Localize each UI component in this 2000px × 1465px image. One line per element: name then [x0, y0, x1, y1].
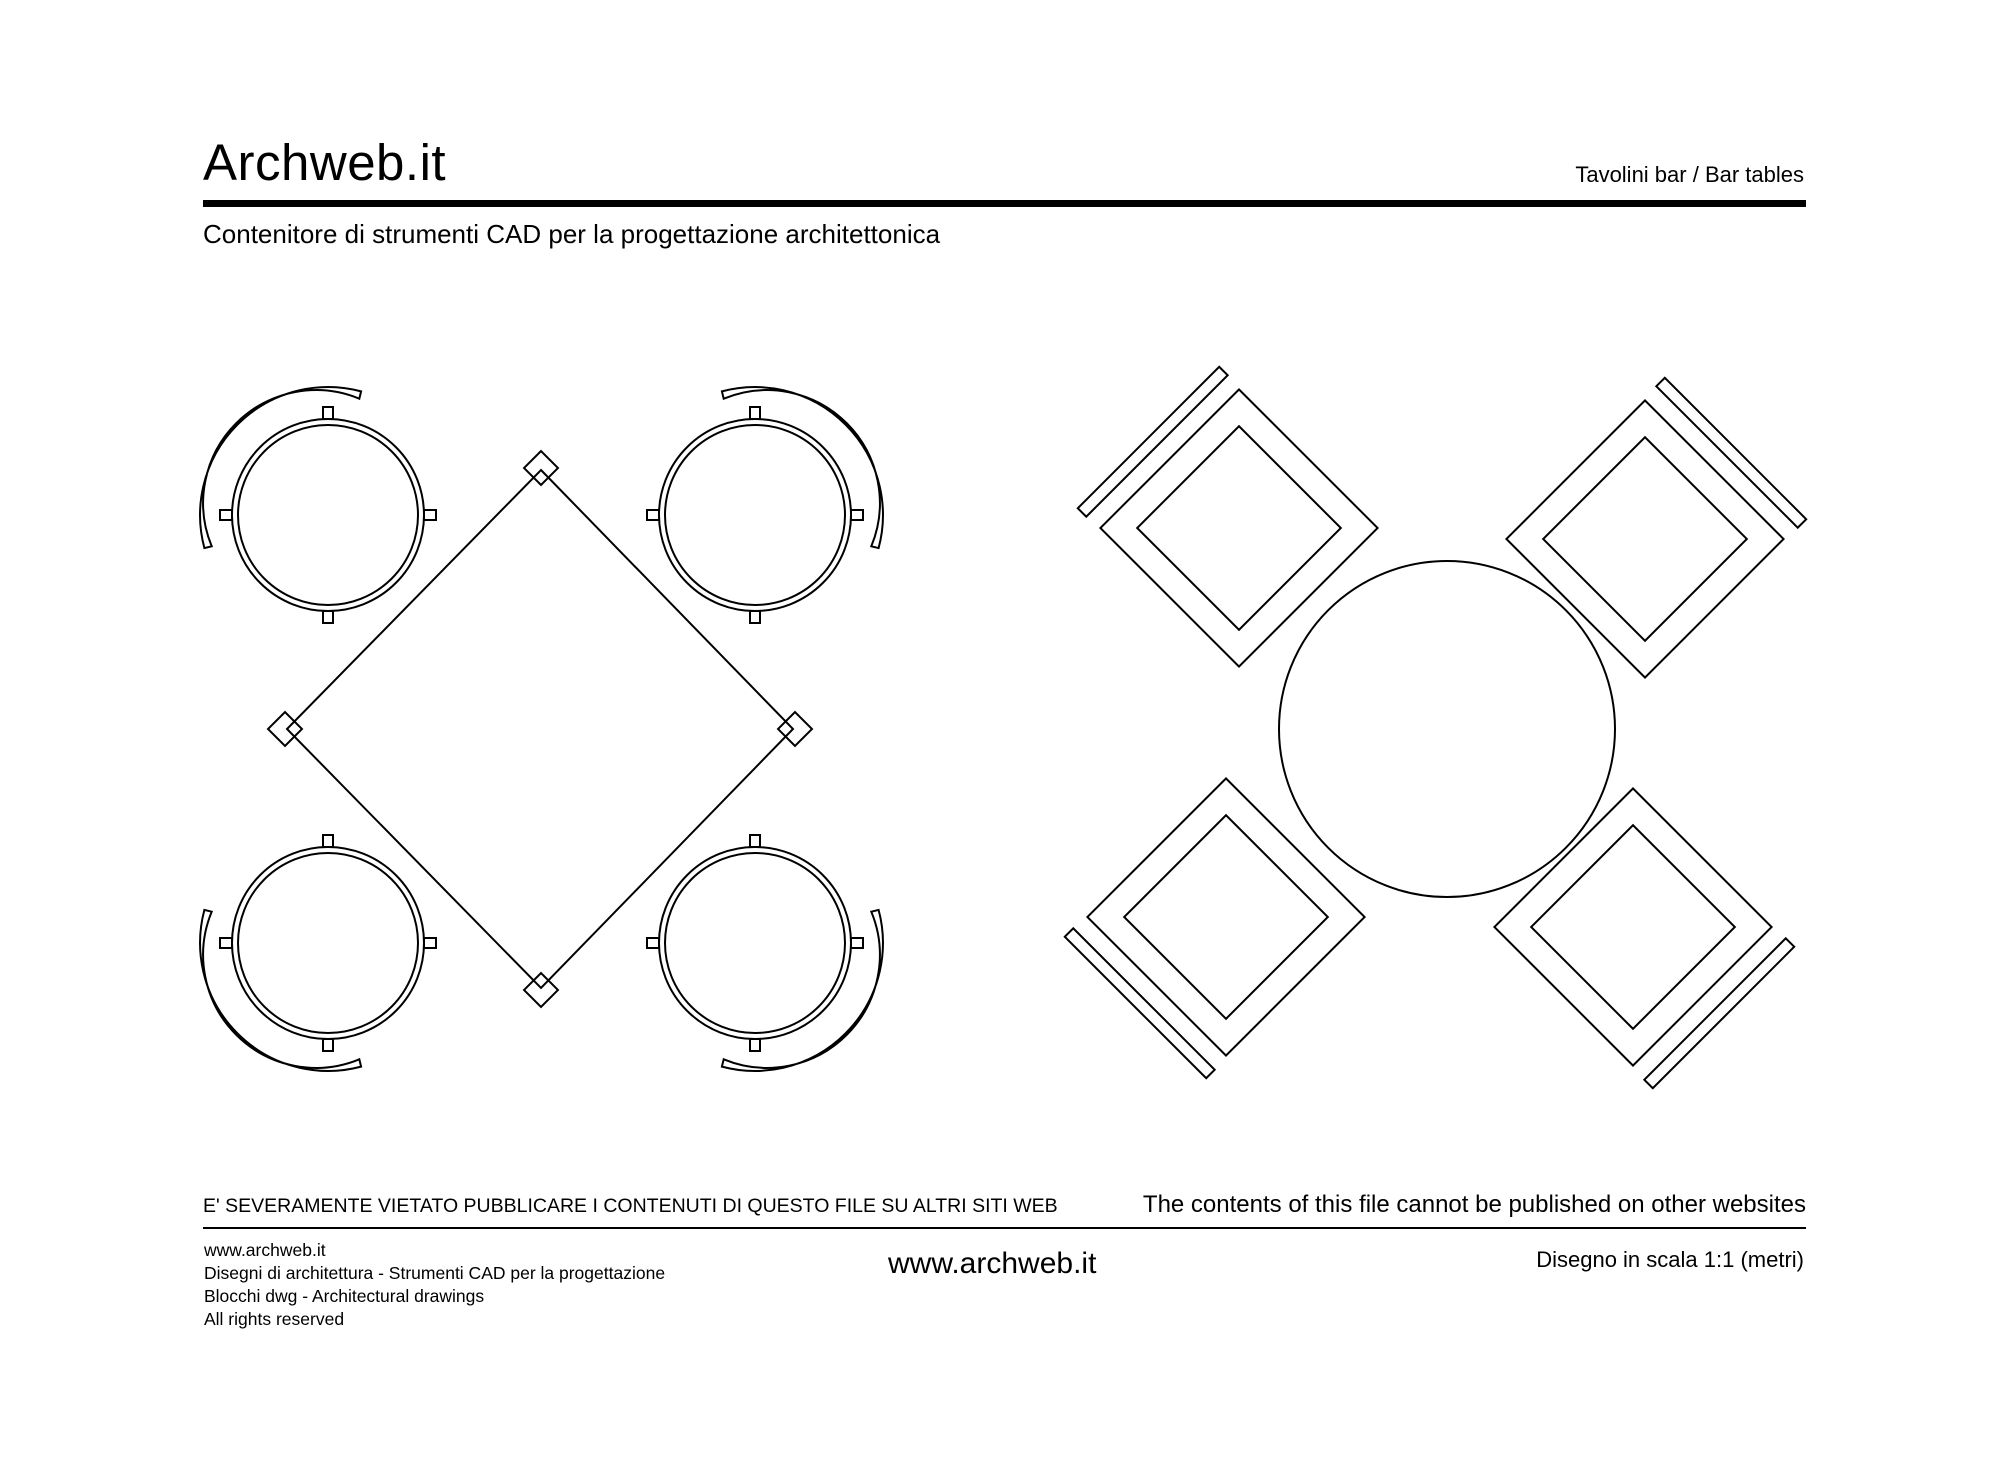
square-chair — [1505, 378, 1806, 679]
website-url[interactable]: www.archweb.it — [888, 1247, 1097, 1280]
drawing-scale: Disegno in scala 1:1 (metri) — [1536, 1247, 1804, 1272]
drawing-category: Tavolini bar / Bar tables — [1575, 162, 1804, 187]
credit-line: All rights reserved — [204, 1309, 345, 1329]
round-bar-table — [1279, 561, 1615, 897]
square-chair — [1065, 777, 1366, 1078]
square-bar-table — [268, 451, 812, 1007]
square-chair — [1078, 367, 1379, 668]
table-leg — [524, 973, 558, 1007]
credit-line: www.archweb.it — [204, 1240, 326, 1260]
brand-title: Archweb.it — [203, 134, 447, 191]
credit-line: Disegni di architettura - Strumenti CAD per la progettazione — [204, 1263, 666, 1283]
round-stool — [647, 835, 883, 1071]
credit-line: Blocchi dwg - Architectural drawings — [204, 1286, 485, 1306]
table-leg — [268, 712, 302, 746]
round-stool — [200, 835, 436, 1071]
copyright-warning-italian: E' SEVERAMENTE VIETATO PUBBLICARE I CONTENUTI DI QUESTO FILE SU ALTRI SITI WEB — [203, 1195, 1058, 1217]
subtitle: Contenitore di strumenti CAD per la progettazione architettonica — [203, 219, 941, 249]
round-stool — [200, 387, 436, 623]
square-chair — [1493, 787, 1794, 1088]
table-leg — [778, 712, 812, 746]
table-leg — [524, 451, 558, 485]
round-stool — [647, 387, 883, 623]
copyright-warning-english: The contents of this file cannot be published on other websites — [1142, 1191, 1806, 1218]
footer-divider — [203, 1227, 1806, 1229]
